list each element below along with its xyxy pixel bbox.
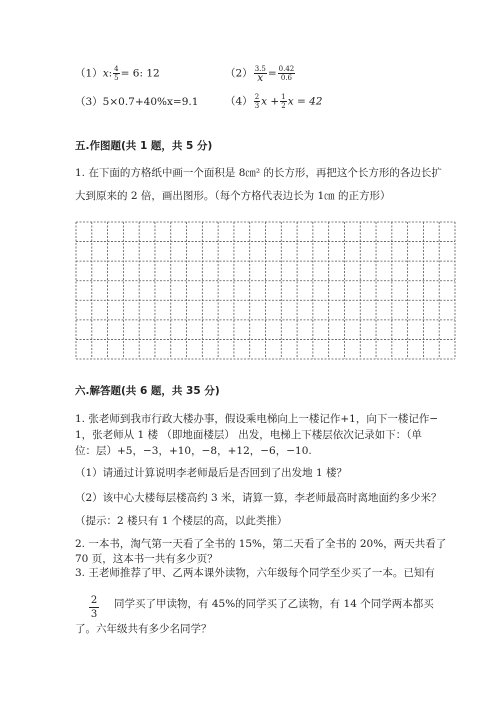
section-6-q1-hint: （提示：2 楼只有 1 个楼层的高，以此类推）	[75, 515, 288, 527]
section-5-heading: 五.作图题(共 1 题，共 5 分)	[75, 140, 213, 152]
equation-1-var: x	[102, 67, 109, 80]
equation-2-label: （2）	[225, 67, 253, 80]
fraction-denominator: 2	[281, 102, 286, 110]
fraction-numerator: 2	[90, 595, 98, 606]
section-6-q1-line-2: 1，张老师从 1 楼 （即地面楼层） 出发，电梯上下楼层依次记录如下：（单	[75, 429, 422, 441]
fraction-denominator: 3	[90, 609, 98, 620]
fraction-numerator: 2	[254, 93, 260, 101]
section-5-q1-line-1: 1. 在下面的方格纸中画一个面积是 8㎝² 的长方形，再把这个长方形的各边长扩	[75, 167, 442, 179]
section-6-q2-line-1: 2. 一本书，淘气第一天看了全书的 15%，第二天看了全书的 20%，两天共看了	[75, 538, 447, 550]
equation-4-term: x +	[261, 95, 280, 108]
fraction-denominator: x	[257, 72, 264, 84]
section-6-q2-line-2: 70 页，这本书一共有多少页？	[75, 553, 218, 565]
fraction-denominator: 3	[254, 102, 260, 110]
equation-4-rest: x = 42	[287, 95, 323, 108]
fraction-numerator: 3.5	[254, 65, 266, 73]
equation-1-colon: :	[108, 67, 113, 80]
section-6-q3-line-1: 3. 王老师推荐了甲、乙两本课外读物，六年级每个同学至少买了一本。已知有	[75, 567, 435, 579]
section-6-q1-line-1: 1. 张老师到我市行政大楼办事，假设乘电梯向上一楼记作+1，向下一楼记作−	[75, 413, 439, 425]
fraction-denominator: 0.6	[280, 74, 292, 82]
equation-1-label: （1）	[75, 67, 103, 80]
fraction-numerator: 1	[281, 93, 286, 101]
equation-2-equals: =	[267, 67, 277, 80]
equation-3: （3）5×0.7+40%x=9.1	[75, 96, 199, 108]
fraction-numerator: 0.42	[278, 65, 295, 73]
section-6-q1-sub-1: （1）请通过计算说明李老师最后是否回到了出发地 1 楼？	[75, 467, 348, 479]
section-5-q1-line-2: 大到原来的 2 倍，画出图形。（每个方格代表边长为 1㎝ 的正方形）	[75, 190, 391, 202]
section-6-q3-line-2: 同学买了甲读物，有 45%的同学买了乙读物，有 14 个同学两本都买	[114, 598, 434, 610]
fraction-denominator: 5	[114, 74, 119, 82]
equation-4-label: （4）	[225, 95, 253, 108]
fraction-numerator: 4	[114, 65, 119, 73]
section-6-q3-line-3: 了。六年级共有多少名同学？	[75, 623, 212, 635]
section-6-q3-fraction	[89, 594, 99, 621]
section-6-heading: 六.解答题(共 6 题，共 35 分)	[75, 385, 220, 397]
equation-1-rest: = 6: 12	[120, 67, 160, 80]
section-6-q1-sub-2: （2）该中心大楼每层楼高约 3 米，请算一算，李老师最高时离地面约多少米？	[75, 492, 442, 504]
section-6-q1-line-3: 位：层）+5，−3，+10，−8，+12，−6，−10.	[75, 445, 312, 457]
